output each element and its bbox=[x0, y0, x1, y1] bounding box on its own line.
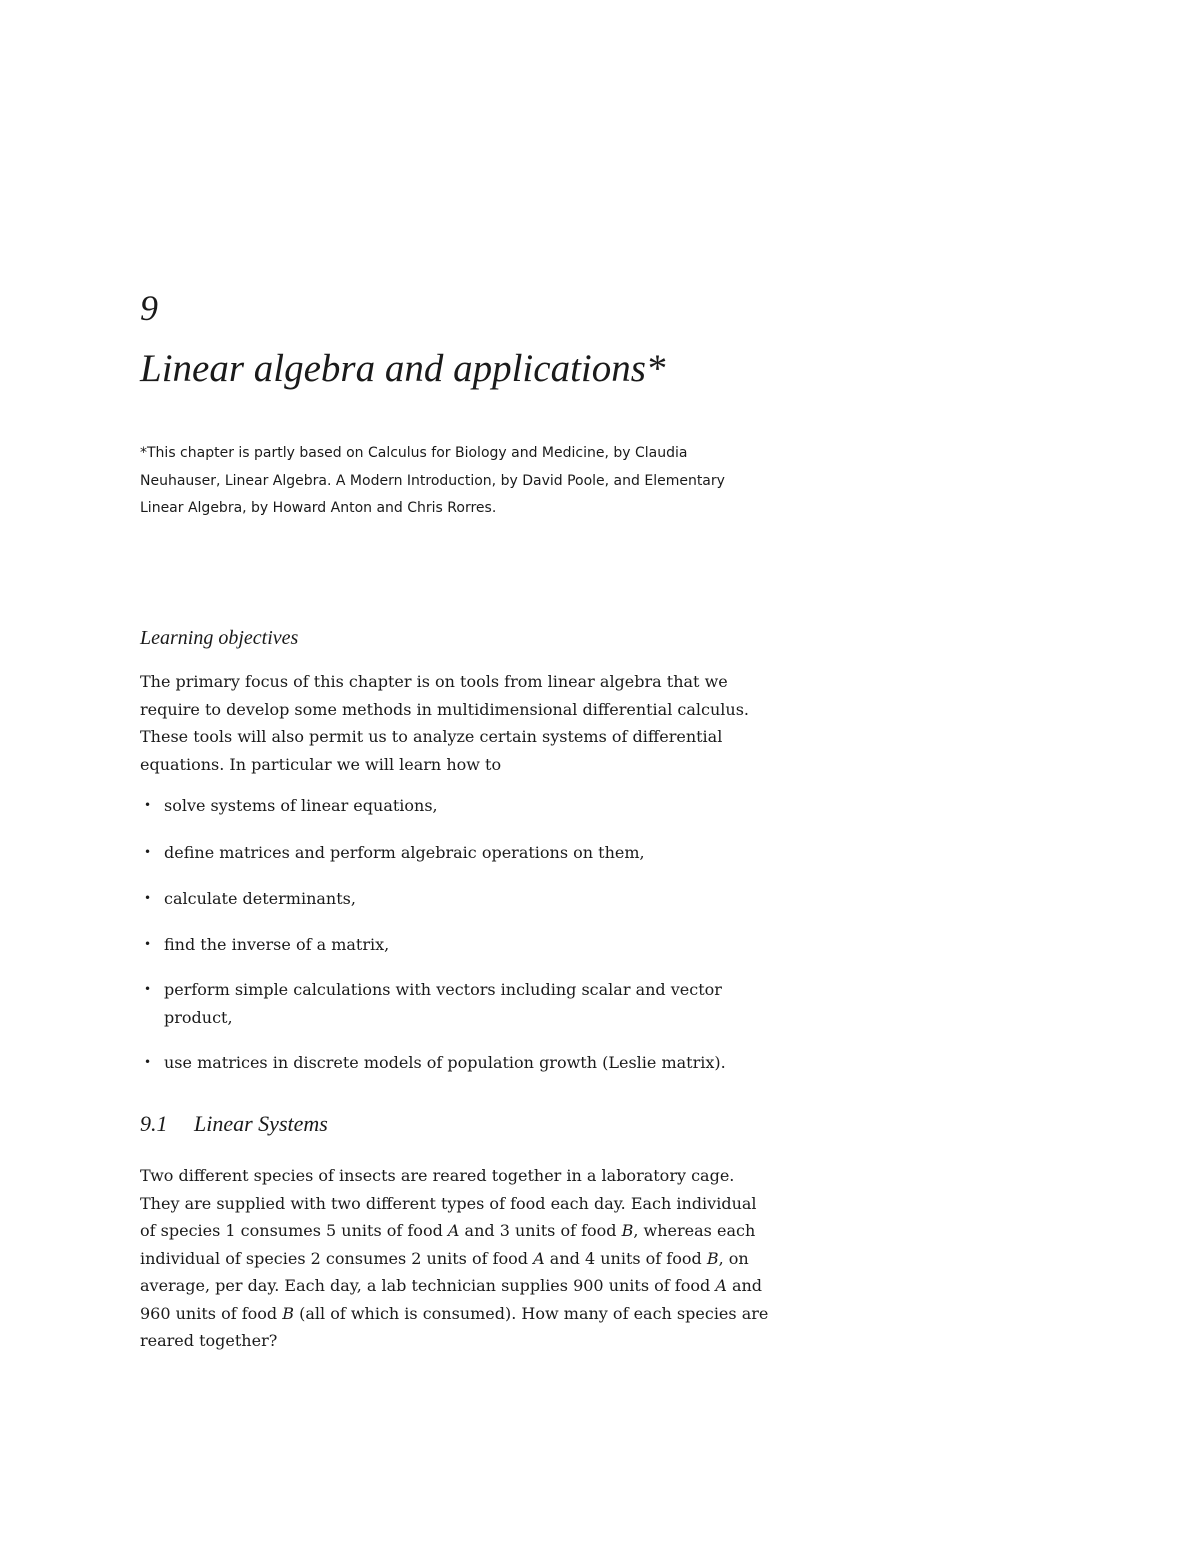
list-item-text: find the inverse of a matrix, bbox=[164, 935, 390, 954]
section-heading bbox=[140, 1108, 328, 1140]
learning-objectives-heading: Learning objectives bbox=[140, 627, 299, 649]
list-item-text: perform simple calculations with vectors including scalar and vector product, bbox=[164, 980, 722, 1027]
food-a-symbol: A bbox=[447, 1221, 460, 1240]
objectives-intro-paragraph: The primary focus of this chapter is on tools from linear algebra that we require to develop some methods in multidimensional differential calculus. These tools will also permit us to analyze certain systems of differential equations. In particular we will learn how to bbox=[140, 672, 750, 774]
list-item bbox=[140, 976, 764, 1031]
list-item-text: define matrices and perform algebraic operations on them, bbox=[164, 843, 645, 862]
bullet-icon: • bbox=[144, 1055, 152, 1069]
paragraph-text: and 3 units of food bbox=[459, 1221, 622, 1240]
paragraph-text: , whereas each individual of species 2 consumes 2 units of food bbox=[140, 1221, 756, 1268]
list-item-text: calculate determinants, bbox=[164, 889, 356, 908]
bullet-icon: • bbox=[144, 937, 152, 951]
chapter-number: 9 bbox=[140, 288, 158, 328]
section-title: Linear Systems bbox=[194, 1111, 328, 1136]
list-item bbox=[140, 839, 764, 867]
chapter-title: Linear algebra and applications* bbox=[140, 347, 666, 390]
bullet-icon: • bbox=[144, 891, 152, 905]
bullet-icon: • bbox=[144, 798, 152, 812]
paragraph-text: (all of which is consumed). How many of each species are reared together? bbox=[140, 1303, 769, 1350]
food-b-symbol: B bbox=[706, 1248, 719, 1268]
bullet-icon: • bbox=[144, 982, 152, 996]
paragraph-text: and 4 units of food bbox=[544, 1248, 707, 1268]
paragraph-text: , on average, per day. Each day, a lab technician supplies 900 units of food bbox=[140, 1248, 749, 1295]
chapter-footnote: *This chapter is partly based on Calculus for Biology and Medicine, by Claudia Neuhauser, Linear Algebra. A Modern Introduction, by David Poole, and Elementary Linear Algebra, by Howard Anton and Chris Rorres. bbox=[140, 445, 725, 516]
list-item bbox=[140, 885, 764, 913]
paragraph-text: Two different species of insects are reared together in a laboratory cage. They are supplied with two different types of food each day. Each individual of species 1 consumes 5 units of food bbox=[140, 1166, 757, 1240]
section-number: 9.1 bbox=[140, 1111, 168, 1136]
food-a-symbol: A bbox=[715, 1276, 727, 1295]
list-item-text: use matrices in discrete models of population growth (Leslie matrix). bbox=[164, 1053, 726, 1072]
food-b-symbol: B bbox=[282, 1303, 294, 1323]
list-item-text: solve systems of linear equations, bbox=[164, 796, 438, 815]
bullet-icon: • bbox=[144, 845, 152, 859]
paragraph-text: and 960 units of food bbox=[140, 1276, 763, 1323]
food-a-symbol: A bbox=[533, 1248, 545, 1268]
list-item bbox=[140, 931, 764, 959]
food-b-symbol: B bbox=[621, 1221, 634, 1240]
list-item bbox=[140, 1049, 764, 1077]
list-item bbox=[140, 792, 764, 820]
problem-paragraph bbox=[140, 1162, 770, 1355]
